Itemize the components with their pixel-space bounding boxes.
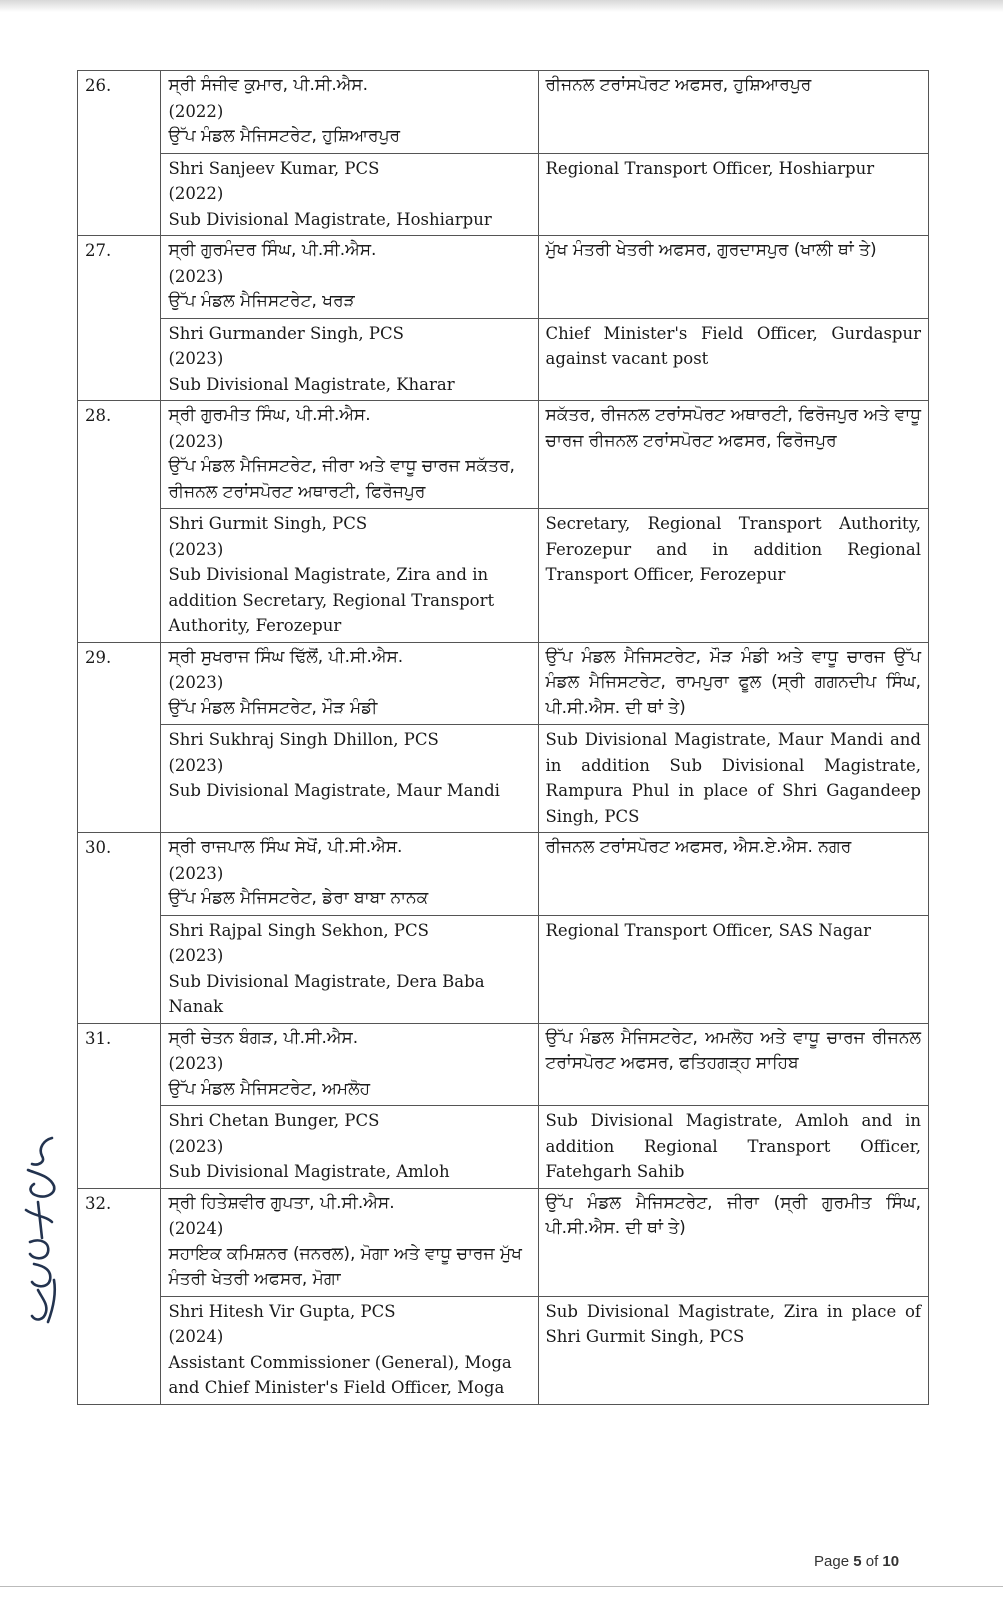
officer-punjabi [161, 1023, 538, 1106]
table-row-english [78, 1106, 929, 1189]
officer-english [161, 509, 538, 643]
table-row-punjabi [78, 642, 929, 725]
officer-line: Sub Divisional Magistrate, Dera Baba Nanak [168, 971, 485, 1016]
officer-line: (2023) [168, 266, 224, 286]
table-row-english [78, 153, 929, 236]
of-label: of [865, 1553, 879, 1570]
table-row-punjabi [78, 401, 929, 509]
officer-line: ਸ੍ਰੀ ਚੇਤਨ ਬੰਗੜ, ਪੀ.ਸੀ.ਐਸ. [168, 1027, 359, 1048]
posting-english: Sub Divisional Magistrate, Amloh and in addition Regional Transport Officer, Fatehgarh Sahib [538, 1106, 929, 1189]
handwritten-signature [8, 1130, 64, 1330]
table-row-punjabi [78, 236, 929, 319]
officer-line: ਸ੍ਰੀ ਹਿਤੇਸ਼ਵੀਰ ਗੁਪਤਾ, ਪੀ.ਸੀ.ਐਸ. [168, 1192, 395, 1213]
officer-line: Shri Hitesh Vir Gupta, PCS [168, 1301, 396, 1321]
officer-punjabi [161, 833, 538, 916]
officer-line: Sub Divisional Magistrate, Amloh [168, 1162, 450, 1181]
officer-line: Sub Divisional Magistrate, Kharar [168, 374, 455, 394]
officer-line: Shri Gurmit Singh, PCS [168, 514, 368, 533]
officer-line: (2023) [168, 863, 224, 883]
posting-english: Chief Minister's Field Officer, Gurdaspur against vacant post [538, 318, 929, 401]
posting-english: Regional Transport Officer, SAS Nagar [538, 915, 929, 1023]
posting-english: Secretary, Regional Transport Authority, Ferozepur and in addition Regional Transport Officer, Ferozepur [538, 509, 929, 643]
officer-line: (2023) [168, 673, 224, 692]
officer-line: ਸ੍ਰੀ ਸੁਖਰਾਜ ਸਿੰਘ ਢਿੱਲੋਂ, ਪੀ.ਸੀ.ਐਸ. [168, 646, 404, 667]
officer-line: (2023) [168, 946, 224, 965]
officer-line: Sub Divisional Magistrate, Zira and in addition Secretary, Regional Transport Authority, Ferozepur [168, 565, 495, 635]
total-pages: 10 [882, 1553, 900, 1570]
officer-punjabi [161, 1188, 538, 1296]
officer-line: ਸਹਾਇਕ ਕਮਿਸ਼ਨਰ (ਜਨਰਲ), ਮੋਗਾ ਅਤੇ ਵਾਧੂ ਚਾਰਜ ਮੁੱਖ ਮੰਤਰੀ ਖੇਤਰੀ ਅਫਸਰ, ਮੋਗਾ [168, 1243, 522, 1289]
posting-punjabi: ਉੱਪ ਮੰਡਲ ਮੈਜਿਸਟਰੇਟ, ਜੀਰਾ (ਸ੍ਰੀ ਗੁਰਮੀਤ ਸਿੰਘ, ਪੀ.ਸੀ.ਐਸ. ਦੀ ਥਾਂ ਤੇ) [538, 1188, 929, 1296]
table-row-punjabi [78, 1188, 929, 1296]
table-row-punjabi [78, 71, 929, 154]
officer-line: ਸ੍ਰੀ ਗੁਰਮੀਤ ਸਿੰਘ, ਪੀ.ਸੀ.ਐਸ. [168, 405, 371, 425]
serial-number: 32. [78, 1188, 161, 1404]
officer-line: (2023) [168, 755, 224, 775]
officer-line: Sub Divisional Magistrate, Maur Mandi [168, 781, 500, 800]
table-row-punjabi [78, 833, 929, 916]
officer-line: ਉੱਪ ਮੰਡਲ ਮੈਜਿਸਟਰੇਟ, ਡੇਰਾ ਬਾਬਾ ਨਾਨਕ [168, 888, 429, 908]
posting-punjabi: ਰੀਜਨਲ ਟਰਾਂਸਪੋਰਟ ਅਫਸਰ, ਹੁਸ਼ਿਆਰਪੁਰ [538, 71, 929, 154]
officer-line: (2023) [168, 1136, 224, 1156]
officer-line: (2022) [168, 101, 224, 121]
officer-line: (2023) [168, 349, 224, 368]
serial-number: 27. [78, 236, 161, 401]
officer-line: ਉੱਪ ਮੰਡਲ ਮੈਜਿਸਟਰੇਟ, ਖਰੜ [168, 291, 355, 311]
serial-number: 31. [78, 1023, 161, 1188]
officer-english [161, 915, 538, 1023]
officer-line: (2022) [168, 184, 224, 203]
officer-line: Assistant Commissioner (General), Moga and Chief Minister's Field Officer, Moga [168, 1352, 512, 1397]
officer-line: Shri Sanjeev Kumar, PCS [168, 158, 380, 178]
table-row-punjabi [78, 1023, 929, 1106]
table-row-english [78, 318, 929, 401]
officer-line: ਉੱਪ ਮੰਡਲ ਮੈਜਿਸਟਰੇਟ, ਮੌੜ ਮੰਡੀ [168, 697, 378, 718]
table-row-english [78, 725, 929, 833]
officer-line: ਉੱਪ ਮੰਡਲ ਮੈਜਿਸਟਰੇਟ, ਅਮਲੋਹ [168, 1078, 371, 1099]
officer-line: ਸ੍ਰੀ ਰਾਜਪਾਲ ਸਿੰਘ ਸੇਖੋਂ, ਪੀ.ਸੀ.ਐਸ. [168, 837, 403, 857]
officer-english [161, 1296, 538, 1404]
officer-line: Shri Chetan Bunger, PCS [168, 1111, 380, 1130]
officer-line: (2023) [168, 431, 224, 451]
serial-number: 29. [78, 642, 161, 833]
officer-english [161, 725, 538, 833]
table-row-english [78, 509, 929, 643]
scan-bottom-edge [0, 1586, 1003, 1587]
officer-line: ਉੱਪ ਮੰਡਲ ਮੈਜਿਸਟਰੇਟ, ਹੁਸ਼ਿਆਰਪੁਰ [168, 126, 401, 146]
officer-line: Shri Rajpal Singh Sekhon, PCS [168, 920, 429, 940]
posting-punjabi: ਉੱਪ ਮੰਡਲ ਮੈਜਿਸਟਰੇਟ, ਅਮਲੋਹ ਅਤੇ ਵਾਧੂ ਚਾਰਜ ਰੀਜਨਲ ਟਰਾਂਸਪੋਰਟ ਅਫਸਰ, ਫਤਿਹਗੜ੍ਹ ਸਾਹਿਬ [538, 1023, 929, 1106]
serial-number: 30. [78, 833, 161, 1024]
postings-table [77, 70, 929, 1405]
posting-punjabi: ਮੁੱਖ ਮੰਤਰੀ ਖੇਤਰੀ ਅਫਸਰ, ਗੁਰਦਾਸਪੁਰ (ਖਾਲੀ ਥਾਂ ਤੇ) [538, 236, 929, 319]
officer-line: ਸ੍ਰੀ ਗੁਰਮੰਦਰ ਸਿੰਘ, ਪੀ.ਸੀ.ਐਸ. [168, 240, 377, 260]
officer-punjabi [161, 236, 538, 319]
posting-english: Regional Transport Officer, Hoshiarpur [538, 153, 929, 236]
posting-punjabi: ਰੀਜਨਲ ਟਰਾਂਸਪੋਰਟ ਅਫਸਰ, ਐਸ.ਏ.ਐਸ. ਨਗਰ [538, 833, 929, 916]
officer-line: (2024) [168, 1219, 224, 1238]
officer-punjabi [161, 71, 538, 154]
officer-line: ਉੱਪ ਮੰਡਲ ਮੈਜਿਸਟਰੇਟ, ਜੀਰਾ ਅਤੇ ਵਾਧੂ ਚਾਰਜ ਸਕੱਤਰ, ਰੀਜਨਲ ਟਰਾਂਸਪੋਰਟ ਅਥਾਰਟੀ, ਫਿਰੋਜਪੁਰ [168, 456, 515, 502]
serial-number: 26. [78, 71, 161, 236]
posting-punjabi: ਸਕੱਤਰ, ਰੀਜਨਲ ਟਰਾਂਸਪੋਰਟ ਅਥਾਰਟੀ, ਫਿਰੋਜਪੁਰ ਅਤੇ ਵਾਧੂ ਚਾਰਜ ਰੀਜਨਲ ਟਰਾਂਸਪੋਰਟ ਅਫਸਰ, ਫਿਰੋਜਪੁਰ [538, 401, 929, 509]
officer-line: Sub Divisional Magistrate, Hoshiarpur [168, 209, 492, 229]
table-row-english [78, 915, 929, 1023]
posting-english: Sub Divisional Magistrate, Zira in place of Shri Gurmit Singh, PCS [538, 1296, 929, 1404]
officer-english [161, 1106, 538, 1189]
posting-english: Sub Divisional Magistrate, Maur Mandi and in addition Sub Divisional Magistrate, Rampura Phul in place of Shri Gagandeep Singh, PCS [538, 725, 929, 833]
table-row-english [78, 1296, 929, 1404]
officer-line: Shri Sukhraj Singh Dhillon, PCS [168, 730, 439, 749]
current-page: 5 [853, 1553, 862, 1570]
officer-line: ਸ੍ਰੀ ਸੰਜੀਵ ਕੁਮਾਰ, ਪੀ.ਸੀ.ਐਸ. [168, 75, 369, 95]
serial-number: 28. [78, 401, 161, 643]
officer-punjabi [161, 642, 538, 725]
page-label: Page [814, 1553, 850, 1570]
scan-top-shadow [0, 0, 1003, 12]
posting-punjabi: ਉੱਪ ਮੰਡਲ ਮੈਜਿਸਟਰੇਟ, ਮੌੜ ਮੰਡੀ ਅਤੇ ਵਾਧੂ ਚਾਰਜ ਉੱਪ ਮੰਡਲ ਮੈਜਿਸਟਰੇਟ, ਰਾਮਪੁਰਾ ਫੂਲ (ਸ੍ਰੀ ਗਗਨਦੀਪ ਸਿੰਘ, ਪੀ.ਸੀ.ਐਸ. ਦੀ ਥਾਂ ਤੇ) [538, 642, 929, 725]
officer-line: (2023) [168, 1054, 224, 1073]
officer-english [161, 318, 538, 401]
officer-english [161, 153, 538, 236]
officer-line: Shri Gurmander Singh, PCS [168, 323, 404, 343]
officer-line: (2023) [168, 539, 224, 559]
officer-line: (2024) [168, 1327, 224, 1346]
page-number [814, 1553, 899, 1570]
officer-punjabi [161, 401, 538, 509]
